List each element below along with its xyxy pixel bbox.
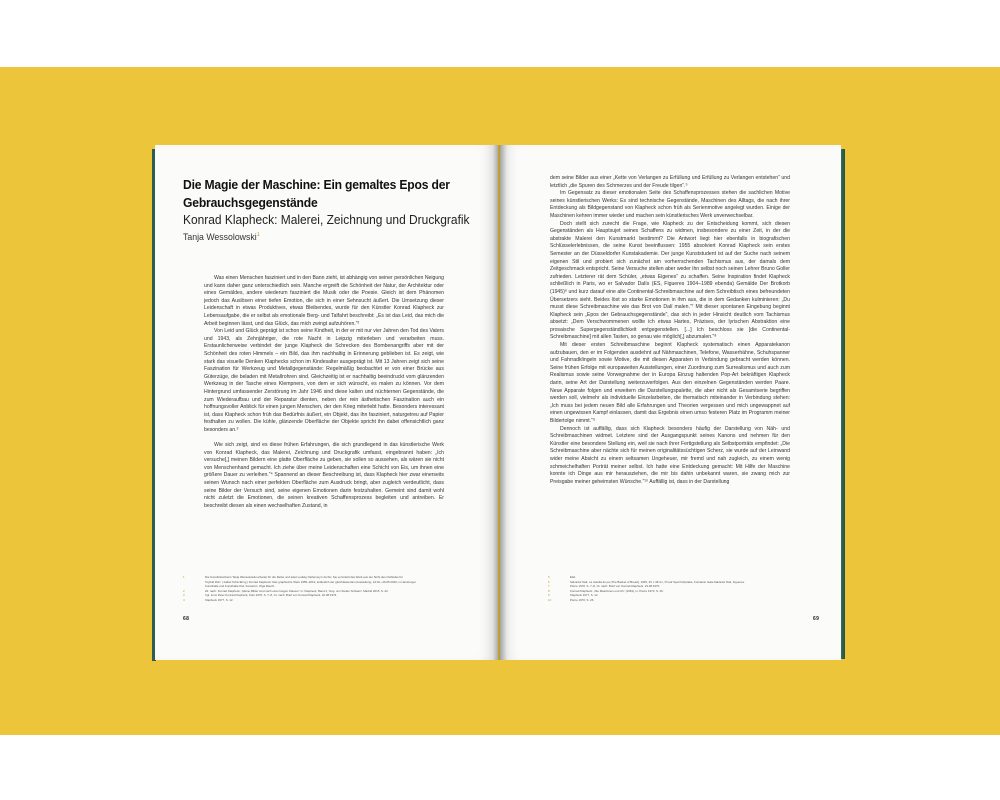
paragraph: Was einen Menschen fasziniert und in den Bann zieht, ist abhängig von seiner persönlichen Neigung und kann daher ganz unterschiedlich sein. Manche ergreift die Schönheit der Natur, der Architektur oder eines Gemäldes, andere wiederum fasziniert die Musik oder die Poesie. Gleich ist dem Phänomen jedoch das Auslösen einer tiefen Emotion, die sich in einer Sehnsucht äußert. Die Umsetzung dieser Leidenschaft in etwas Produktives, etwas Bleibendes, wurde für den Künstler Konrad Klapheck zur Lebensaufgabe, die er selbst als emotionale Berg- und Talfahrt beschreibt: „Es ist das Leid, das mich die Arbeit beginnen lässt, und das Glück, das mich zwingt aufzuhören.“² — [204, 275, 444, 327]
footnote-number: 8 — [548, 588, 550, 593]
author-line — [183, 232, 260, 243]
right-footnotes — [548, 575, 788, 602]
footnote-number: 10 — [548, 597, 552, 602]
footnote-number: 7 — [548, 584, 550, 588]
paragraph: Doch stellt sich zurecht die Frage, wie Klapheck zu der Entscheidung kommt, sich diesen Gegenständen als Hauptsujet seines Schaffens zu widmen, insbesondere zu einer Zeit, in der die abstrakte Malerei den Kunstmarkt bestimmt? Die Antwort liegt hier ebenfalls in biografischen Schlüsselerlebnissen, die seine Kunst beeinflussen: 1955 absolviert Konrad Klapheck sein erstes Semester an der Düsseldorfer Kunstakademie. Der junge Kunststudent ist auf der Suche nach seinem eigenen Stil und probiert sich zunächst am vorherrschenden Tachismus aus, der damals dem Zeitgeschmack entspricht. Seine Versuche stellen aber weder ihn selbst noch seinen Lehrer Bruno Goller zufrieden. Letzterer rät dem Schüler, „etwas Eigenes“ zu schaffen. Seine Inspiration findet Klapheck schließlich in Paris, wo er Salvador Dalís (ES, Figueres 1904–1989 ebenda) Gemälde Der Brotkorb (1945)⁶ und kurz darauf eine alte Continental-Schreibmaschine auf dem Schreibtisch eines befreundeten Übersetzers sieht. Beides löst so starke Emotionen in ihm aus, die in dem Gedanken kulminieren: „Du musst diese Schreibmaschine wie das Brot von Dalí malen.“⁷ Mit dieser spontanen Eingebung beginnt Klapheck sein „Epos der Gebrauchsgegenstände“, das sich in jeder Hinsicht deutlich vom Tachismus absetzt: „Dem Verschwommenen wollte ich etwas Hartes, Präzises, der lyrischen Abstraktion eine prosaische Supergegenständlichkeit entgegenstellen. [...] Ich beschloss sie [die Continental-Schreibmaschine] mit allen Tasten, so genau wie möglich[,] abzumalen.“⁸ — [550, 220, 790, 341]
chapter-title: Die Magie der Maschine: Ein gemaltes Epos der Gebrauchsgegenstände — [183, 177, 450, 210]
footnote-number: 6 — [548, 579, 550, 584]
left-page — [155, 145, 498, 660]
open-book — [155, 145, 849, 664]
paragraph: Im Gegensatz zu dieser emotionalen Seite des Schaffensprozesses stehen die sachlichen Motive seines künstlerischen Werks: Es sind technische Gegenstände, Maschinen des Alltags, die nach ihrer Entdeckung als Bildgegenstand von Klapheck schon früh als Serienmotive angelegt wurden. Einige der Maschinen kehren immer wieder und machen sein künstlerisches Werk unverwechselbar. — [550, 190, 790, 219]
paragraph: Von Leid und Glück geprägt ist schon seine Kindheit, in der er mit nur vier Jahren den Tod des Vaters und 1943, als Zehnjähriger, die rote Nacht in Leipzig miterleben und verarbeiten muss. Erstaunlicherweise verbindet der junge Klapheck die Schrecken des Bombenangriffs aber mit der Schönheit des roten Himmels – ein Bild, das ihm nachhaltig in Erinnerung geblieben ist. Es zeigt, wie stark das visuelle Denken Klaphecks schon im Kindesalter ausgeprägt ist. Mit 13 Jahren zeigt sich seine Faszination für Werkzeug und Metallgegenstände: Regelmäßig beobachtet er von einer Brücke aus Güterzüge, die beladen mit Metallrohren sind. Gleichzeitig ist er nachhaltig beeindruckt vom glänzenden Werkzeug in der Tasche eines Klempners, von dem er sich wünscht, es malen zu können. Vor dem Hintergrund umfassender Zerstörung im Jahr 1946 sind diese kalten und nüchternen Gegenstände, die zum Wiederaufbau und der Reparatur dienten, neben der rein ästhetischen Faszination auch ein hoffnungsvoller Anblick für einen jungen Menschen, der den Krieg miterlebt hatte. Besonders interessant ist, dass Klapheck schon früh das Bedürfnis äußert, ein Objekt, das ihn fasziniert, naturgetreu auf Papier festhalten zu wollen. Die kühle, glänzende Oberfläche der Objekte spricht ihn dabei offensichtlich ganz besonders an.³ — [204, 328, 444, 433]
footnote — [183, 598, 423, 603]
footnote-text: Klapheck 1977, S. 12. — [570, 593, 599, 597]
footnote-text: Zit. nach: Konrad Klapheck: „Meine Bilder sind nach einer langen Klausur“ in: Klapheck, Band 2, hrsg. von Stefan Schwarz, Madrid 2015, S. 22. — [205, 588, 389, 593]
paragraph: Wie sich zeigt, sind es diese frühen Erfahrungen, die sich grundlegend in das künstlerische Werk von Konrad Klapheck, das Malerei, Zeichnung und Druckgrafik umfasst, eingebrannt haben: „Ich versuche[,] meinen Bildern eine glatte Oberfläche zu geben, sie sollen so aussehen, als wären sie nicht von Menschenhand gemacht. Ich ziehe über meine Leidenschaften eine Schicht von Eis, um ihnen eine größere Dauer zu verleihen.“⁴ Spannend an dieser Beschreibung ist, dass Klapheck hier zwar einerseits seinen Wunsch nach einer perfekten Oberfläche zum Ausdruck bringt, aber zugleich verdeutlicht, dass seine Bilder der Versuch sind, seine eigenen Emotionen darin festzuhalten. Gemeint sind damit wohl nicht zuletzt die Emotionen, die seinen kreativen Schaffensprozess begleiten und antreiben. Er beschreibt diesen als einen wechselhaften Zustand, in — [204, 441, 444, 509]
paragraph: Dennoch ist auffällig, dass sich Klapheck besonders häufig der Darstellung von Näh- und Schreibmaschinen widmet. Letztere sind der Ausgangspunkt seines Kanons und nehmen für den Künstler eine besondere Stellung ein, weil sie nach ihrer Fertigstellung als Selbstporträts empfindet: „Die Schreibmaschine aber nächte sich für meinen originalitätssüchtigen Scherz, sie wurde auf der Leinwand wider meine Absicht zu einem seltsamen Ungeheuer, mir fremd und nah zugleich, zu einem wenig schmeichelhaften Porträt meiner selbst. Ich hatte eine Entdeckung gemacht: Mit Hilfe der Maschine konnte ich Dinge aus mir herausziehen, die mir bis dahin unbekannt waren, sie zwang mich zur Preisgabe meiner geheimsten Wünsche.“¹⁰ Auffällig ist, dass in der Darstellung — [550, 425, 790, 485]
footnote-text: Pierre 1970, S. 26. — [570, 597, 595, 602]
book-gutter — [493, 145, 507, 660]
footnote-text: Pierre 1970, S. 7–8, zit. nach: Brief von Konrad Klapheck, 23.08.1970. — [570, 584, 660, 588]
footnote — [548, 598, 788, 603]
footnote-text: Ebd. — [570, 575, 576, 579]
footnote-text: Vgl. Jens Peter Konrad Klapheck, Köln 1976, S. 7–8, zit. nach: Brief von Konrad Klapheck, 22.08.1976. — [205, 593, 338, 597]
footnote-number: 1 — [183, 575, 185, 579]
footnote-number: 2 — [183, 588, 185, 593]
right-body-text — [550, 175, 790, 486]
author-footnote-marker: 1 — [256, 232, 260, 238]
chapter-subtitle: Konrad Klapheck: Malerei, Zeichnung und Druckgrafik — [183, 212, 470, 227]
footnote-text: Die Kunsthistorikerin Tanja Wessolowski arbeitet für die Reihe und leitet Ludwig Ostfenney's Archiv. Sie vermittelt das Werk aus der Sicht des Ostfeldes für — [205, 575, 403, 579]
footnote-number: 5 — [548, 575, 550, 579]
paragraph: dem seine Bilder aus einer „Kette von Verlangen zu Erfüllung und Erfüllung zu Verlangen entstehen“ und letztlich „die Spuren des Schmerzes und der Freude tilgen“.⁵ — [550, 175, 790, 189]
left-page-number: 68 — [183, 616, 190, 622]
right-page — [500, 145, 841, 660]
right-page-number: 69 — [813, 616, 820, 622]
footnote-text: Klapheck 1977, S. 12. — [205, 597, 234, 602]
footnote-number: 3 — [183, 593, 185, 597]
footnote-text: Kunsthalle und Kunsthalle Kiel, Kuratorin: Olga Rauch. — [205, 584, 276, 588]
footnote-text: Toyfeld Dürr. | Isabel Tobis Ehng | Konrad Klapheck: Das graphische Werk 1955–2019, anlässlich der gleichlautenden Ausstellung, 24.02.–29.05.2020, in Hamburger — [205, 579, 416, 584]
footnote-number: 4 — [183, 597, 185, 602]
left-footnotes — [183, 575, 423, 602]
footnote-text: Konrad Klapheck: „Die Maschinen und ich“ (1963), in: Pierre 1970, S. 26. — [570, 588, 664, 593]
paragraph: Mit dieser ersten Schreibmaschine beginnt Klapheck systematisch einen Apparatekanon aufzubauen, den er im Folgenden ausdehnt auf Nähmaschinen, Telefone, Wasserhähne, Schuhspanner und Fahrradklingeln sowie Motive, die mit diesen Apparaten in Verbindung gebracht werden können. Seine frühen Erfolge mit europaweiten Ausstellungen, einer Zuordnung zum Surrealismus und auch zum Realismus sowie seine Vorwegnahme der in Europa Einzug haltenden Pop-Art bekräftigen Klapheck darin, seine Art der Darstellung weiterzuverfolgen. Aus den einzelnen Gegenständen werden Paare. Neue Apparate folgen und erweitern die Darstellungspalette, die aber nicht als Gesamtserie begriffen werden soll, vielmehr als individuelle Einzelarbeiten, die thematisch miteinander in Verbindung stehen: „Ich muss bei jedem neuen Bild alle Erfahrungen und Theorien vergessen und mich ungewappnet auf einen ungewissen Kampf einlassen, damit das Ergebnis einen umso festeren Platz im Programm meiner Bildertolge nimmt.“⁹ — [550, 342, 790, 424]
author-name: Tanja Wessolowski — [183, 232, 257, 244]
footnote-text: Salvador Dalí, La cistella de pa (The Basket of Bread), 1945, 33 × 38 cm, Öl auf Sperrholzplatte, Fundació Gala-Salvador Dalí, Figueres. — [570, 579, 745, 584]
footnote-number: 9 — [548, 593, 550, 597]
left-body-text — [204, 275, 444, 510]
